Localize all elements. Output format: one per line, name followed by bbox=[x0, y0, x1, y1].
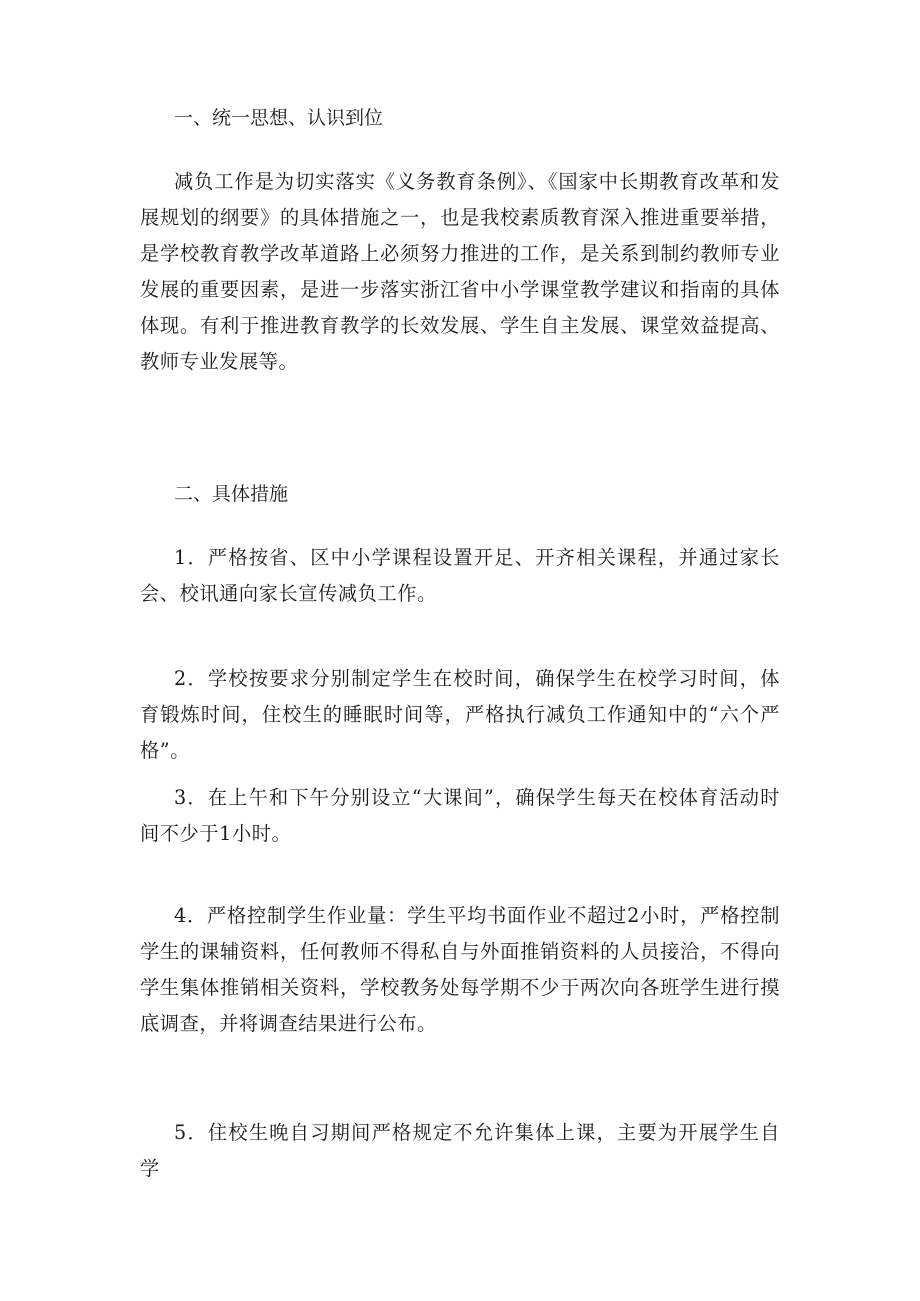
section-1-heading: 一、统一思想、认识到位 bbox=[174, 107, 384, 129]
measure-item-2: 2．学校按要求分别制定学生在校时间，确保学生在校学习时间，体育锻炼时间，住校生的睡眠时间等，严格执行减负工作通知中的“六个严格”。 bbox=[140, 667, 780, 762]
measure-item-1: 1．严格按省、区中小学课程设置开足、开齐相关课程，并通过家长会、校讯通向家长宣传减负工作。 bbox=[140, 546, 780, 605]
measure-item-3: 3．在上午和下午分别设立“大课间”，确保学生每天在校体育活动时间不少于1小时。 bbox=[140, 786, 780, 845]
section-2-heading: 二、具体措施 bbox=[174, 483, 289, 505]
measure-item-4: 4．严格控制学生作业量：学生平均书面作业不超过2小时，严格控制学生的课辅资料，任何教师不得私自与外面推销资料的人员接洽，不得向学生集体推销相关资料，学校教务处每学期不少于两次向各班学生进行摸底调查，并将调查结果进行公布。 bbox=[140, 904, 780, 1035]
measure-item-5: 5．住校生晚自习期间严格规定不允许集体上课，主要为开展学生自学 bbox=[140, 1121, 780, 1180]
section-1-body: 减负工作是为切实落实《义务教育条例》、《国家中长期教育改革和发展规划的纲要》的具体措施之一，也是我校素质教育深入推进重要举措，是学校教育教学改革道路上必须努力推进的工作，是关系到制约教师专业发展的重要因素，是进一步落实浙江省中小学课堂教学建议和指南的具体体现。有利于推进教育教学的长效发展、学生自主发展、课堂效益提高、教师专业发展等。 bbox=[140, 170, 780, 373]
